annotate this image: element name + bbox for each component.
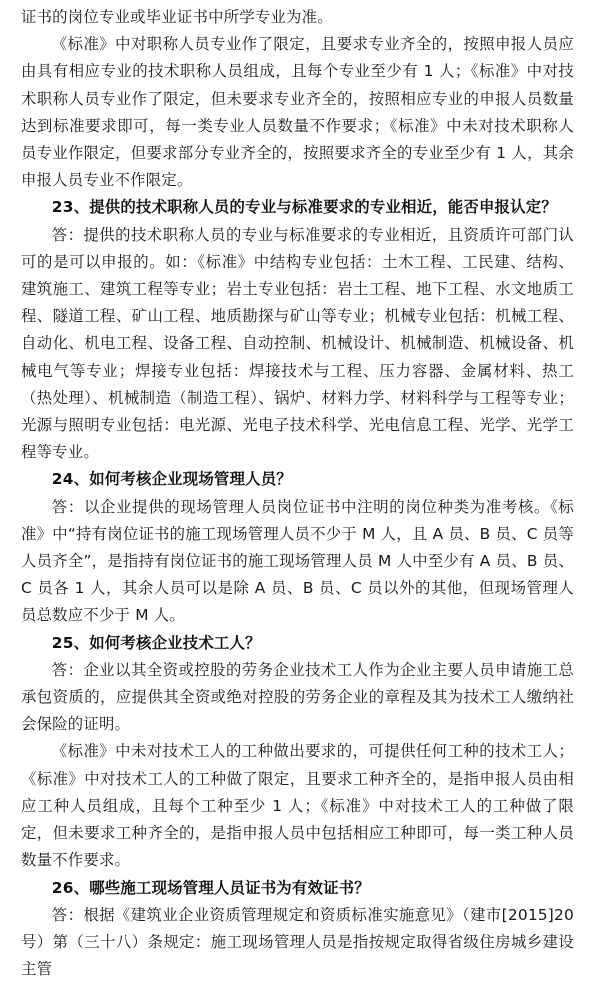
answer-q24: 答：以企业提供的现场管理人员岗位证书中注明的岗位种类为准考核。《标准》中“持有岗位证书的施工现场管理人员不少于 M 人，且 A 员、B 员、C 员等人员齐全”，是指持有岗位证书的施工现场管理人员 M 人中至少有 A 员、B 员、C 员各 1 人，其余人员可以是除 A 员、B 员、C 员以外的其他，但现场管理人员总数应不少于 M 人。 (21, 497, 574, 625)
answer-q26: 答：根据《建筑业企业资质管理规定和资质标准实施意见》（建市[2015]20 号）第（三十八）条规定：施工现场管理人员是指按规定取得省级住房城乡建设主管 (21, 905, 574, 979)
heading-q23: 23、提供的技术职称人员的专业与标准要求的专业相近，能否申报认定？ (51, 198, 557, 217)
paragraph-cert-major-continued: 证书的岗位专业或毕业证书中所学专业为准。 (21, 8, 333, 26)
answer-q25: 答：企业以其全资或控股的劳务企业技术工人作为企业主要人员申请施工总承包资质的，应提供其全资或绝对控股的劳务企业的章程及其为技术工人缴纳社会保险的证明。 (21, 660, 574, 734)
heading-q26: 26、哪些施工现场管理人员证书为有效证书？ (51, 878, 370, 897)
paragraph-worker-trade-rules: 《标准》中未对技术工人的工种做出要求的，可提供任何工种的技术工人；《标准》中对技术工人的工种做了限定，且要求工种齐全的，是指申报人员由相应工种人员组成，且每个工种至少 1 人；《标准》中对技术工人的工种做了限定，但未要求工种齐全的，是指申报人员中包括相应工种即可，每一类工种人员数量不作要求。 (21, 742, 574, 870)
heading-q25: 25、如何考核企业技术工人？ (51, 633, 261, 652)
heading-q24: 24、如何考核企业现场管理人员？ (51, 470, 292, 489)
paragraph-title-major-rules: 《标准》中对职称人员专业作了限定，且要求专业齐全的，按照申报人员应由具有相应专业的技术职称人员组成，且每个专业至少有 1 人；《标准》中对技术职称人员专业作了限定，但未要求专业齐全的，按照相应专业的申报人员数量达到标准要求即可，每一类专业人员数量不作要求；《标准》中未对技术职称人员专业作限定，但要求部分专业齐全的，按照要求齐全的专业至少有 1 人，其余申报人员专业不作限定。 (21, 35, 574, 190)
answer-q23: 答：提供的技术职称人员的专业与标准要求的专业相近，且资质许可部门认可的是可以申报的。如：《标准》中结构专业包括：土木工程、工民建、结构、建筑施工、建筑工程等专业；岩土专业包括：岩土工程、地下工程、水文地质工程、隧道工程、矿山工程、地质勘探与矿山等专业；机械专业包括：机械工程、自动化、机电工程、设备工程、自动控制、机械设计、机械制造、机械设备、机械电气等专业；焊接专业包括：焊接技术与工程、压力容器、金属材料、热工（热处理）、机械制造（制造工程）、锅炉、材料力学、材料科学与工程等专业；光源与照明专业包括：电光源、光电子技术科学、光电信息工程、光学、光学工程等专业。 (21, 225, 574, 462)
